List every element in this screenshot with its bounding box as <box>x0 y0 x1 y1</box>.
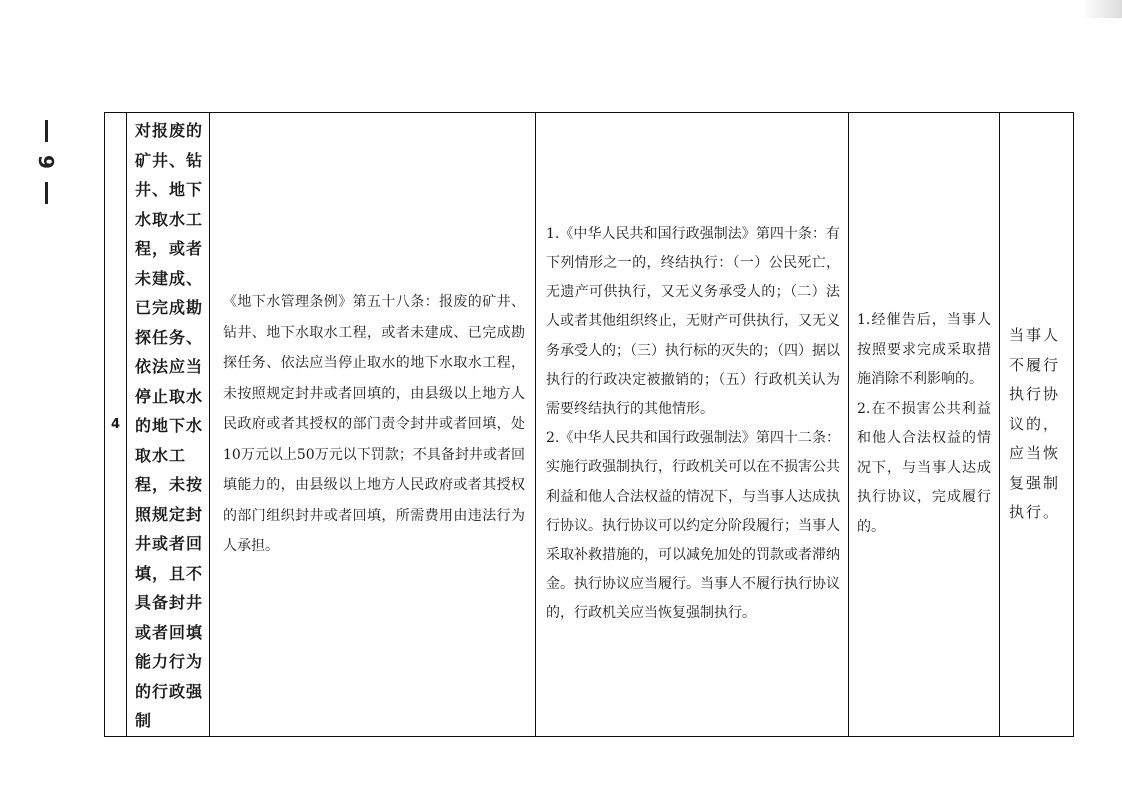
page-number-dash-bottom <box>45 182 48 204</box>
law-cell <box>536 113 849 737</box>
page-number: 9 <box>33 155 58 169</box>
page-number-dash-top <box>45 120 48 142</box>
table-row <box>105 113 1074 737</box>
conditions-cell <box>849 113 1000 737</box>
basis-cell <box>210 113 536 737</box>
basis-text: 《地下水管理条例》第五十八条：报废的矿井、钻井、地下水取水工程，或者未建成、已完成勘探任务、依法应当停止取水的地下水取水工程，未按照规定封井或者回填的，由县级以上地方人民政府或者其授权的部门责令封井或者回填，处10万元以上50万元以下罚款；不具备封井或者回填能力的，由县级以上地方人民政府或者其授权的部门组织封井或者回填，所需费用由违法行为人承担。 <box>223 294 525 554</box>
result-cell <box>1000 113 1074 737</box>
scan-edge-shadow <box>1082 0 1122 18</box>
law-text-2: 2.《中华人民共和国行政强制法》第四十二条：实施行政强制执行，行政机关可以在不损害公共利益和他人合法权益的情况下，与当事人达成执行协议。执行协议可以约定分阶段履行；当事人采取补救措施的，可以减免加处的罚款或者滞纳金。执行协议应当履行。当事人不履行执行协议的，行政机关应当恢复强制执行。 <box>546 430 840 622</box>
law-text-1: 1.《中华人民共和国行政强制法》第四十条：有下列情形之一的，终结执行：（一）公民死亡，无遗产可供执行，又无义务承受人的；（二）法人或者其他组织终止，无财产可供执行，又无义务承受人的；（三）执行标的灭失的；（四）据以执行的行政决定被撤销的；（五）行政机关认为需要终结执行的其他情形。 <box>546 225 840 418</box>
result-text: 当事人不履行执行协议的，应当恢复强制执行。 <box>1009 326 1061 521</box>
row-index-cell <box>105 113 127 737</box>
row-index: 4 <box>110 416 121 432</box>
conditions-text-1: 1.经催告后，当事人按照要求完成采取措施消除不利影响的。 <box>857 312 991 388</box>
matter-cell <box>127 113 210 737</box>
page-number-mark <box>34 118 58 206</box>
enforcement-table <box>104 112 1074 737</box>
matter-text: 对报废的矿井、钻井、地下水取水工程，或者未建成、已完成勘探任务、依法应当停止取水的地下水取水工程，未按照规定封井或者回填，且不具备封井或者回填能力行为的行政强制 <box>135 121 204 730</box>
conditions-text-2: 2.在不损害公共利益和他人合法权益的情况下，与当事人达成执行协议，完成履行的。 <box>857 400 991 535</box>
